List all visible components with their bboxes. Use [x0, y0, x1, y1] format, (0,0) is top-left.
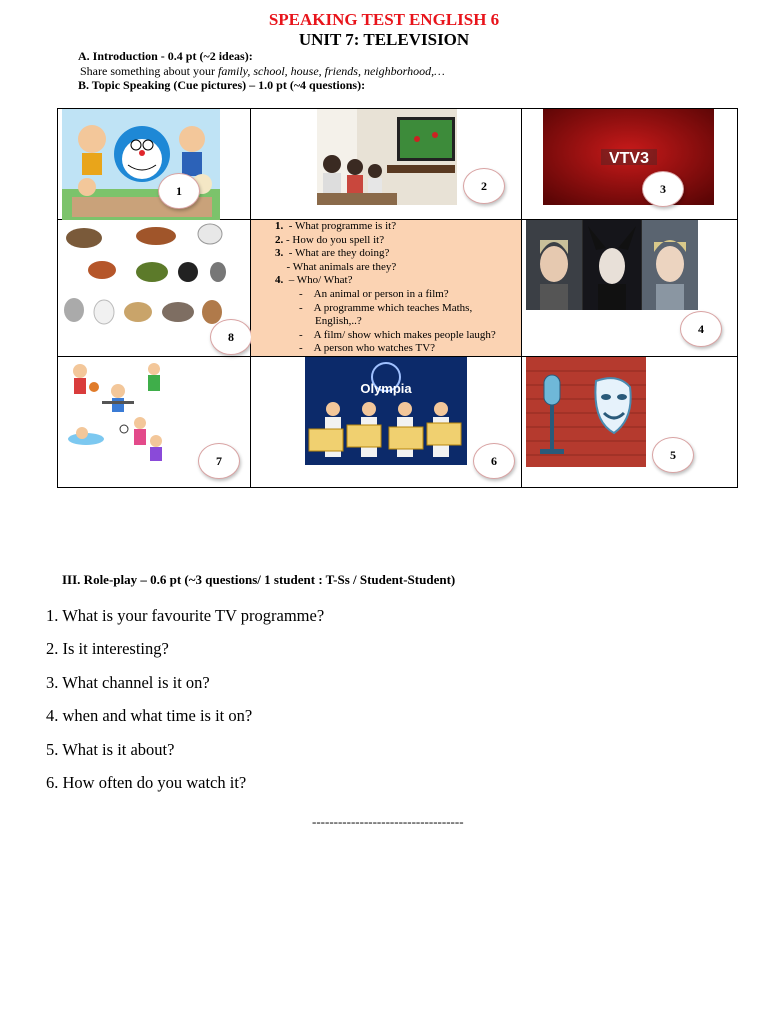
picture-cell-6 [251, 357, 522, 488]
role-question-1: 1. What is your favourite TV programme? [46, 606, 325, 625]
picture-number-7: 7 [198, 443, 240, 479]
sub-item-3: - A film/ show which makes people laugh? [299, 328, 496, 341]
picture-number-8: 8 [210, 319, 252, 355]
cue-number: 2. [275, 233, 284, 246]
cue-question-3 [275, 247, 521, 261]
section-b-heading: B. Topic Speaking (Cue pictures) – 1.0 pt (~4 questions): [78, 78, 366, 92]
fantasy-film-queens-image [526, 220, 698, 310]
cartoon-characters-image [62, 109, 220, 220]
role-question-6: 6. How often do you watch it? [46, 773, 247, 792]
sub-item-4: - A person who watches TV? [299, 342, 436, 355]
sub-item-1: - An animal or person in a film? [299, 287, 449, 300]
olympia-text: Olympia [360, 381, 412, 396]
cue-text: - How do you spell it? [283, 233, 385, 246]
quiz-show-winners-image [305, 357, 467, 465]
animals-collage-image [60, 220, 228, 332]
cue-question-2 [275, 234, 521, 248]
picture-cell-1 [58, 109, 251, 220]
sub-item-text: A film/ show which makes people laugh? [313, 328, 496, 341]
sub-item-2: - A programme which teaches Maths, English,..? [299, 301, 473, 328]
picture-cell-3 [522, 109, 738, 220]
role-question-2: 2. Is it interesting? [46, 639, 169, 658]
footer-divider: ----------------------------------- [312, 814, 464, 829]
vtv-logo-text: VTV3 [608, 150, 650, 167]
picture-number-2: 2 [463, 168, 505, 204]
role-question-5: 5. What is it about? [46, 740, 175, 759]
cue-questions-cell [251, 220, 522, 357]
picture-cell-2 [251, 109, 522, 220]
cue-text: - What animals are they? [281, 260, 397, 273]
cue-number: 4. [275, 274, 284, 287]
sub-item-text: A programme which teaches Maths, English,..? [313, 301, 473, 328]
picture-number-1: 1 [158, 173, 200, 209]
cue-question-1 [275, 220, 521, 234]
picture-cell-8 [58, 220, 251, 357]
section-a-prompt [80, 64, 445, 79]
cue-question-3b [275, 261, 521, 275]
section-a-heading: A. Introduction - 0.4 pt (~2 ideas): [78, 49, 253, 63]
microphone-comedy-mask-image [526, 357, 646, 467]
picture-cell-5 [522, 357, 738, 488]
cue-number: 3. [275, 247, 284, 260]
cue-text: - What are they doing? [283, 247, 390, 260]
kids-doing-sports-image [62, 357, 174, 469]
picture-cell-4 [522, 220, 738, 357]
cue-text: - What programme is it? [283, 220, 397, 232]
sub-item-text: A person who watches TV? [313, 342, 436, 355]
picture-number-5: 5 [652, 437, 694, 473]
family-watching-tv-image [317, 109, 457, 205]
picture-number-4: 4 [680, 311, 722, 347]
picture-cell-7 [58, 357, 251, 488]
role-question-3: 3. What channel is it on? [46, 673, 210, 692]
prompt-prefix: Share something about your [80, 64, 218, 78]
cue-pictures-table [57, 108, 738, 488]
picture-number-6: 6 [473, 443, 515, 479]
role-play-heading: III. Role-play – 0.6 pt (~3 questions/ 1 student : T-Ss / Student-Student) [62, 572, 456, 587]
role-question-4: 4. when and what time is it on? [46, 706, 253, 725]
prompt-topics: family, school, house, friends, neighborhood,… [217, 64, 445, 78]
vtv3-logo-image [543, 109, 714, 205]
cue-number: 1. [275, 220, 284, 232]
unit-title: UNIT 7: TELEVISION [298, 30, 470, 49]
sub-item-text: An animal or person in a film? [313, 287, 449, 300]
cue-text: – Who/ What? [283, 274, 353, 287]
test-title: SPEAKING TEST ENGLISH 6 [268, 10, 500, 29]
cue-question-4 [275, 274, 521, 288]
picture-number-3: 3 [642, 171, 684, 207]
